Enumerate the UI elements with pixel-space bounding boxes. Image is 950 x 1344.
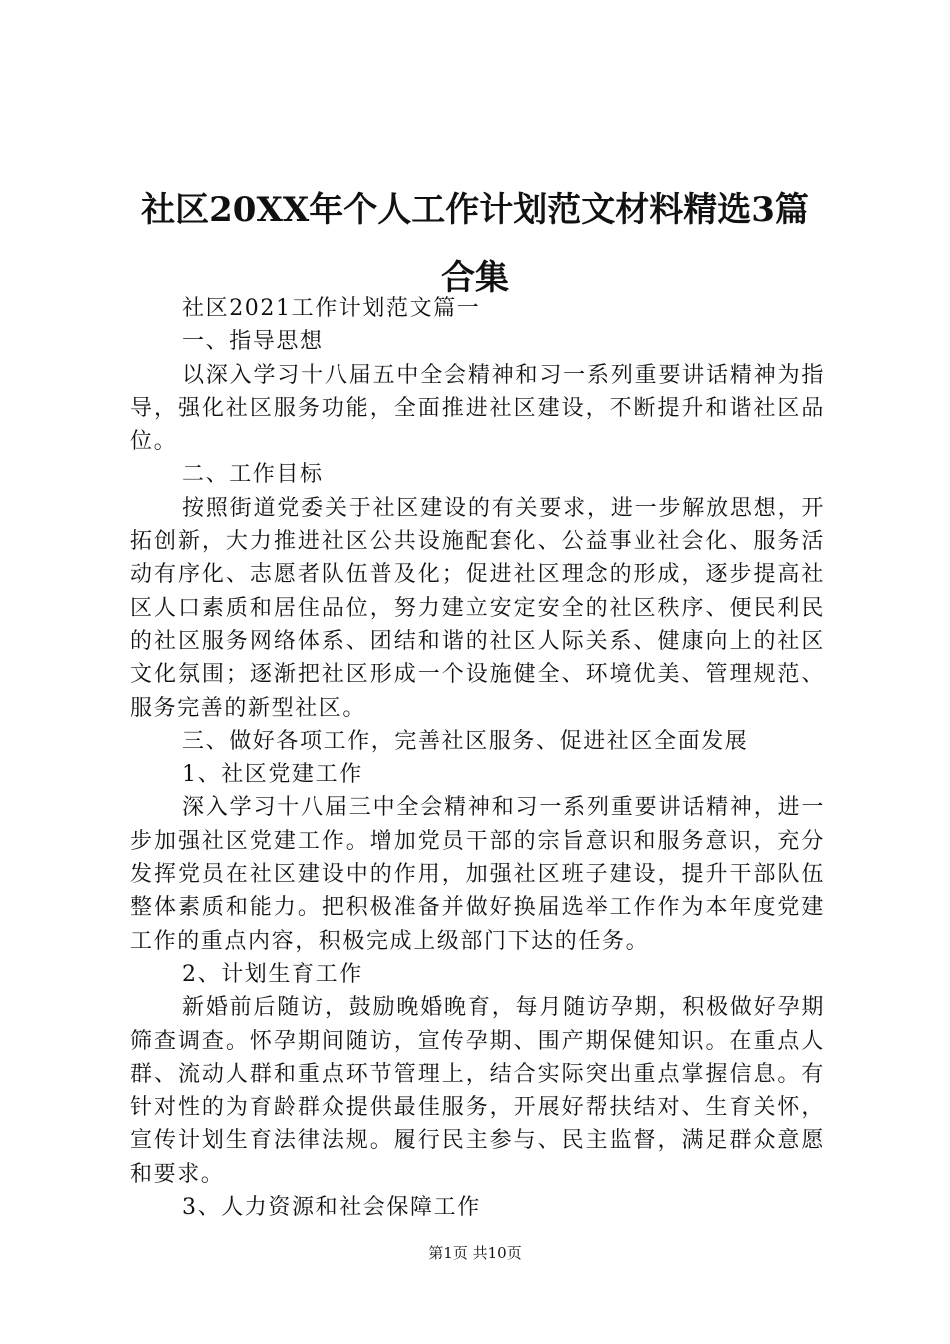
heading-human-resources: 3、人力资源和社会保障工作 xyxy=(182,1195,481,1221)
document-body xyxy=(130,292,825,1224)
paragraph-guiding-ideology: 以深入学习十八届五中全会精神和习一系列重要讲话精神为指导，强化社区服务功能，全面推进社区建设，不断提升和谐社区品位。 xyxy=(130,362,825,455)
section-heading-plan: 社区2021工作计划范文篇一 xyxy=(182,296,481,321)
paragraph-work-goals: 按照街道党委关于社区建设的有关要求，进一步解放思想，开拓创新，大力推进社区公共设施配套化、公益事业社会化、服务活动有序化、志愿者队伍普及化；促进社区理念的形成，逐步提高社区人口素质和居住品位，努力建立安定安全的社区秩序、便民利民的社区服务网络体系、团结和谐的社区人际关系、健康向上的社区文化氛围；逐渐把社区形成一个设施健全、环境优美、管理规范、服务完善的新型社区。 xyxy=(130,495,825,721)
page-number-footer: 第1页 共10页 xyxy=(428,1244,522,1262)
title-line-2: 合集 xyxy=(441,258,509,298)
title-line-1: 社区20XX年个人工作计划范文材料精选3篇 xyxy=(141,190,809,230)
heading-family-planning: 2、计划生育工作 xyxy=(182,961,363,987)
heading-tasks: 三、做好各项工作，完善社区服务、促进社区全面发展 xyxy=(182,728,749,754)
heading-work-goals: 二、工作目标 xyxy=(182,462,324,488)
heading-guiding-ideology: 一、指导思想 xyxy=(182,329,324,355)
paragraph-family-planning: 新婚前后随访，鼓励晚婚晚育，每月随访孕期，积极做好孕期筛查调查。怀孕期间随访，宣传孕期、围产期保健知识。在重点人群、流动人群和重点环节管理上，结合实际突出重点掌握信息。有针对性的为育龄群众提供最佳服务，开展好帮扶结对、生育关怀，宣传计划生育法律法规。履行民主参与、民主监督，满足群众意愿和要求。 xyxy=(130,995,825,1187)
paragraph-party-building: 深入学习十八届三中全会精神和习一系列重要讲话精神，进一步加强社区党建工作。增加党员干部的宗旨意识和服务意识，充分发挥党员在社区建设中的作用，加强社区班子建设，提升干部队伍整体素质和能力。把积极准备并做好换届选举工作作为本年度党建工作的重点内容，积极完成上级部门下达的任务。 xyxy=(130,795,825,954)
heading-party-building: 1、社区党建工作 xyxy=(182,762,363,788)
